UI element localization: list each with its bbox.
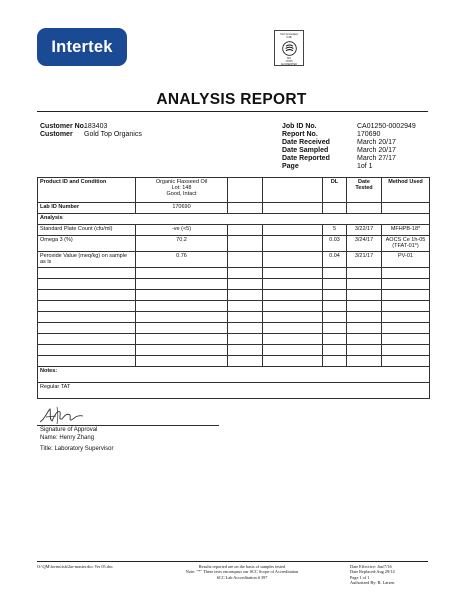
blank-row: [38, 323, 430, 334]
seal-text-bottom-3: ACCREDITED: [280, 63, 298, 66]
analysis-name: Peroxide Value (meq/kg) on sample as is: [38, 252, 136, 268]
report-title: ANALYSIS REPORT: [156, 91, 307, 108]
analysis-section-row: [38, 214, 430, 225]
footer-date-effective: Date Effective: Jan/7/16: [350, 564, 392, 569]
empty-cell: [323, 203, 347, 214]
analysis-date: 3/22/17: [347, 225, 382, 236]
customer-label: Customer: [40, 131, 73, 138]
signature-line: [37, 425, 219, 426]
seal-emblem-icon: [282, 41, 297, 56]
page-label: Page: [282, 163, 299, 170]
empty-cell: [228, 203, 263, 214]
customer-number: 183403: [84, 123, 108, 130]
table-row: [38, 225, 430, 236]
table-row: [38, 252, 430, 268]
lab-id-row: [38, 203, 430, 214]
page-number: 1of 1: [357, 163, 373, 170]
empty-cell: [347, 203, 382, 214]
footer-authorized-by: Authorized By: B. Larsen: [350, 579, 395, 585]
blank-row: [38, 301, 430, 312]
analysis-method: MFHPB-18*: [382, 225, 430, 236]
footer-doc-control: [350, 564, 395, 585]
analysis-dl: 5: [323, 225, 347, 236]
empty-cell: [228, 236, 263, 252]
date-tested-header: Date Tested: [347, 178, 382, 203]
title-rule: [37, 111, 428, 112]
footer-rule: [37, 561, 428, 562]
signer-name-value: Henry Zhang: [59, 435, 95, 441]
date-received-label: Date Received: [282, 139, 330, 146]
empty-cell: [228, 178, 263, 203]
signer-name-label: Name:: [40, 435, 58, 441]
footer-note-line: SCC Lab Accreditation # 397: [216, 574, 268, 580]
customer-name: Gold Top Organics: [84, 131, 142, 138]
accreditation-seal: [274, 30, 304, 66]
seal-text-bottom-2: 17025: [285, 60, 293, 63]
notes-label-row: [38, 367, 430, 383]
signer-name: [40, 435, 94, 442]
footer-page: Page 1 of 1: [350, 574, 370, 580]
signature-caption: Signature of Approval: [40, 427, 98, 433]
notes-text: Regular TAT: [38, 383, 430, 399]
footer-notes: [158, 564, 326, 580]
table-row: [38, 236, 430, 252]
blank-row: [38, 356, 430, 367]
signer-title-value: Laboratory Supervisor: [54, 446, 114, 452]
analysis-dl: 0.04: [323, 252, 347, 268]
notes-text-row: [38, 383, 430, 399]
empty-cell: [228, 252, 263, 268]
blank-row: [38, 268, 430, 279]
table-header-row: [38, 178, 430, 203]
blank-row: [38, 279, 430, 290]
product-lot: Lot: 148: [171, 185, 192, 192]
analysis-name: Standard Plate Count (cfu/ml): [38, 225, 136, 236]
signer-title-label: Title:: [40, 446, 53, 452]
analysis-dl: 0.03: [323, 236, 347, 252]
product-name: Organic Flaxseed Oil: [155, 179, 208, 185]
product-condition: Good, Intact: [166, 191, 197, 198]
analysis-date: 3/21/17: [347, 252, 382, 268]
product-description: [136, 178, 228, 203]
empty-cell: [263, 178, 323, 203]
date-reported-label: Date Reported: [282, 155, 330, 162]
report-no: 170690: [357, 131, 381, 138]
date-reported: March 27/17: [357, 155, 396, 162]
empty-cell: [263, 252, 323, 268]
footer-note-line: Note: "*" These tests encompass our SCC Scope of Accreditation: [185, 569, 299, 575]
blank-row: [38, 345, 430, 356]
analysis-result: 70.2: [136, 236, 228, 252]
empty-cell: [228, 225, 263, 236]
analysis-section-label: Analysis: [38, 214, 430, 225]
dl-header: DL: [323, 178, 347, 203]
empty-cell: [263, 203, 323, 214]
date-sampled-label: Date Sampled: [282, 147, 329, 154]
product-id-header: Product ID and Condition: [38, 178, 136, 203]
seal-text-bottom-1: ISO: [286, 57, 292, 60]
date-received: March 20/17: [357, 139, 396, 146]
blank-row: [38, 290, 430, 301]
empty-cell: [263, 225, 323, 236]
footer-date-replaced: Date Replaced:Aug 29/14: [350, 569, 395, 575]
footer-note-line: Results reported are on the basis of samples tested: [198, 564, 286, 569]
date-sampled: March 20/17: [357, 147, 396, 154]
analysis-result: 0.76: [136, 252, 228, 268]
seal-text-top-1: SCC Accredited: [280, 33, 298, 36]
job-id: CA01250-0002949: [357, 123, 416, 130]
handwritten-signature: [37, 403, 87, 427]
empty-cell: [382, 203, 430, 214]
analysis-date: 3/24/17: [347, 236, 382, 252]
job-id-label: Job ID No.: [282, 123, 317, 130]
intertek-logo: Intertek: [37, 28, 127, 66]
signer-title: [40, 446, 113, 453]
lab-id-value: 170690: [136, 203, 228, 214]
analysis-method: AOCS Ce 1h-05 (TFAT-01*): [382, 236, 430, 252]
method-used-header: Method Used: [382, 178, 430, 203]
results-table: [37, 177, 430, 399]
report-no-label: Report No.: [282, 131, 318, 138]
lab-id-label: Lab ID Number: [38, 203, 136, 214]
analysis-method: PV-01: [382, 252, 430, 268]
blank-row: [38, 334, 430, 345]
notes-label: Notes:: [38, 367, 430, 383]
footer-file-path: O:\QM\forms\ish\2ar-master.doc Ver 05.doc: [37, 564, 113, 569]
blank-row: [38, 312, 430, 323]
empty-cell: [263, 236, 323, 252]
analysis-name: Omega 3 (%): [38, 236, 136, 252]
analysis-result: -ve (<5): [136, 225, 228, 236]
customer-number-label: Customer No.: [40, 123, 86, 130]
seal-text-top-2: CAB: [286, 36, 292, 39]
